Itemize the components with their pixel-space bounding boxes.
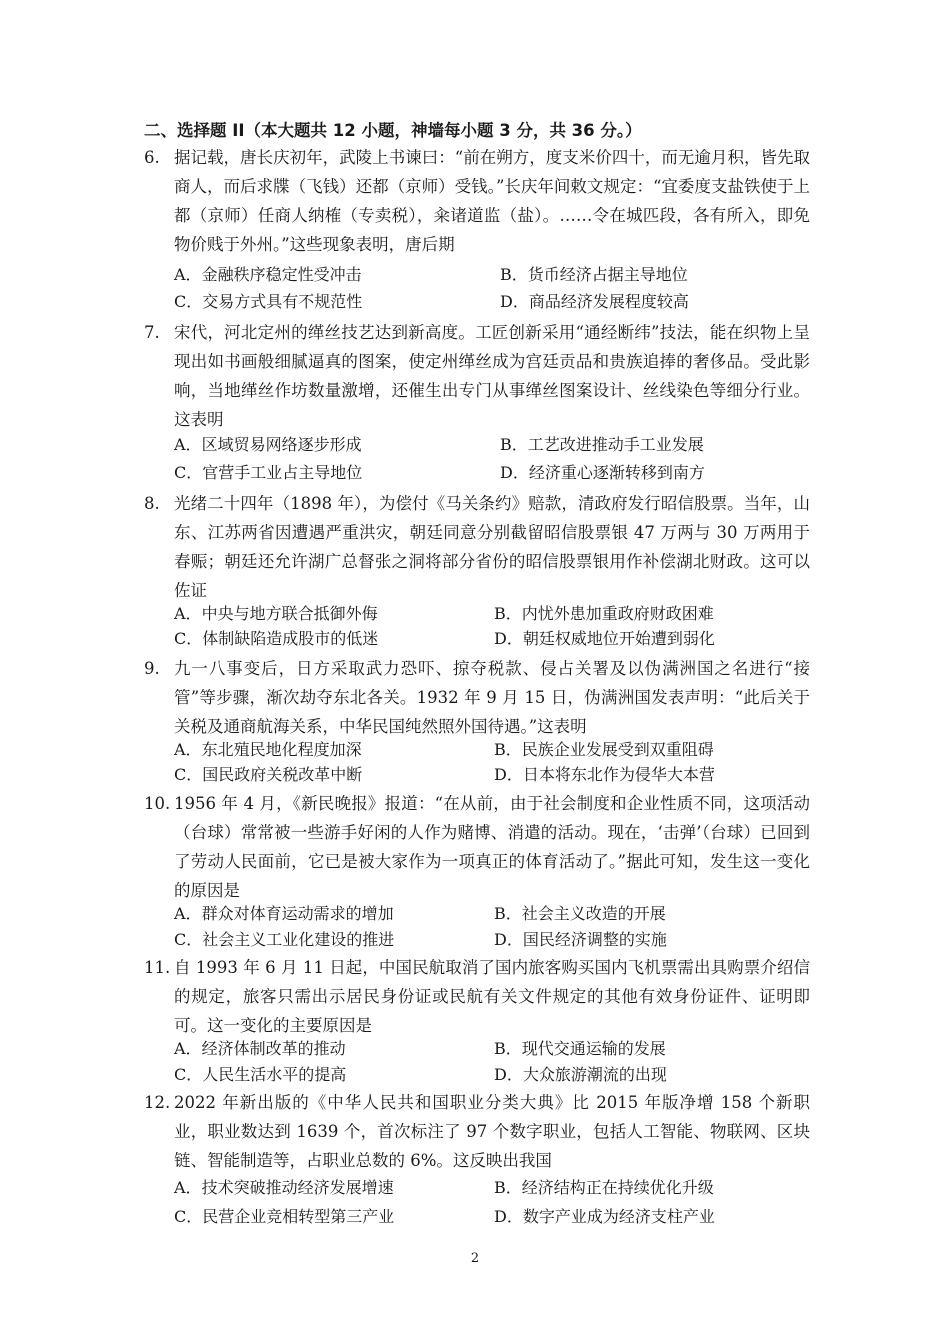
option-letter: A． (174, 435, 202, 454)
option-text: 交易方式具有不规范性 (202, 292, 363, 311)
question-6 (144, 143, 810, 318)
option-text: 民营企业竞相转型第三产业 (202, 1207, 395, 1226)
option-text: 数字产业成为经济支柱产业 (522, 1207, 715, 1226)
question-number: 11. (144, 958, 171, 977)
option-letter: A． (174, 604, 202, 623)
option-letter: B． (494, 1178, 522, 1197)
question-10 (144, 789, 810, 952)
question-stem: 自 1993 年 6 月 11 日起，中国民航取消了国内旅客购买国内飞机票需出具购票介绍信的规定，旅客只需出示居民身份证或民航有关文件规定的其他有效身份证件、证明即可。这一变化的主要原因是 (174, 958, 810, 1035)
section-title: 二、选择题 II（本大题共 12 小题，神墙每小题 3 分，共 36 分。） (144, 121, 642, 140)
question-stem: 宋代，河北定州的缂丝技艺达到新高度。工匠创新采用“通经断纬”技法，能在织物上呈现出如书画般细腻逼真的图案，使定州缂丝成为宫廷贡品和贵族追捧的奢侈品。受此影响，当地缂丝作坊数量激增，还催生出专门从事缂丝图案设计、丝线染色等细分行业。这表明 (174, 323, 810, 429)
option-c[interactable] (174, 763, 362, 787)
option-text: 经济重心逐渐转移到南方 (528, 463, 705, 482)
question-7 (144, 318, 810, 488)
option-text: 技术突破推动经济发展增速 (201, 1178, 394, 1197)
question-stem: 光绪二十四年（1898 年），为偿付《马关条约》赔款，清政府发行昭信股票。当年，山东、江苏两省因遭遇严重洪灾，朝廷同意分别截留昭信股票银 47 万两与 30 万两用于春赈；朝廷还允许湖广总督张之洞将部分省份的昭信股票银用作补偿湖北财政。这可以佐证 (174, 494, 810, 600)
option-text: 社会主义工业化建设的推进 (202, 930, 395, 949)
option-letter: C． (174, 629, 203, 648)
question-number: 6. (144, 148, 160, 167)
option-text: 现代交通运输的发展 (521, 1039, 666, 1058)
question-stem: 2022 年新出版的《中华人民共和国职业分类大典》比 2015 年版净增 158 个新职业，职业数达到 1639 个，首次标注了 97 个数字职业，包括人工智能、物联网、区块链、智能制造等，占职业总数的 6%。这反映出我国 (174, 1093, 810, 1170)
option-c[interactable] (174, 461, 362, 485)
option-text: 国民经济调整的实施 (522, 930, 667, 949)
option-c[interactable] (174, 627, 378, 651)
option-a[interactable] (174, 433, 362, 457)
option-d[interactable] (494, 763, 715, 787)
option-a[interactable] (174, 902, 394, 926)
question-9 (144, 654, 810, 788)
option-text: 体制缺陷造成股市的低迷 (202, 629, 379, 648)
option-letter: D． (494, 1065, 523, 1084)
option-letter: D． (500, 292, 529, 311)
option-text: 国民政府关税改革中断 (202, 765, 363, 784)
option-letter: B． (494, 604, 522, 623)
option-text: 商品经济发展程度较高 (528, 292, 689, 311)
option-text: 金融秩序稳定性受冲击 (201, 265, 362, 284)
option-b[interactable] (494, 902, 666, 926)
option-text: 货币经济占据主导地位 (527, 265, 688, 284)
option-d[interactable] (500, 461, 705, 485)
option-letter: A． (174, 1178, 202, 1197)
option-b[interactable] (494, 602, 714, 626)
question-11 (144, 953, 810, 1087)
option-letter: C． (174, 463, 203, 482)
option-letter: D． (500, 463, 529, 482)
option-text: 人民生活水平的提高 (202, 1065, 347, 1084)
option-c[interactable] (174, 1063, 346, 1087)
question-8 (144, 489, 810, 654)
option-text: 朝廷权威地位开始遭到弱化 (522, 629, 715, 648)
option-letter: B． (494, 740, 522, 759)
option-d[interactable] (494, 1205, 715, 1229)
question-number: 10. (144, 794, 171, 813)
option-text: 日本将东北作为侵华大本营 (522, 765, 715, 784)
option-c[interactable] (174, 290, 362, 314)
option-letter: B． (494, 904, 522, 923)
question-number: 9. (144, 659, 160, 678)
option-text: 工艺改进推动手工业发展 (527, 435, 704, 454)
option-text: 民族企业发展受到双重阻碍 (521, 740, 714, 759)
option-a[interactable] (174, 602, 378, 626)
question-number: 7. (144, 323, 160, 342)
option-a[interactable] (174, 738, 362, 762)
option-a[interactable] (174, 1176, 394, 1200)
question-stem: 据记载，唐长庆初年，武陵上书谏曰：“前在朔方，度支米价四十，而无逾月积，皆先取商人，而后求牒（飞钱）还都（京师）受钱。”长庆年间敕文规定：“宜委度支盐铁使于上都（京师）任商人纳榷（专卖税），籴诸道监（盐）。……令在城匹段，各有所入，即免物价贱于外州。”这些现象表明，唐后期 (174, 148, 810, 254)
option-letter: A． (174, 740, 202, 759)
option-letter: C． (174, 1207, 203, 1226)
question-stem: 1956 年 4 月，《新民晚报》报道：“在从前，由于社会制度和企业性质不同，这项活动（台球）常常被一些游手好闲的人作为赌博、消遣的活动。现在，‘击弹’（台球）已回到了劳动人民面前，它已是被大家作为一项真正的体育活动了。”据此可知，发生这一变化的原因是 (174, 794, 810, 900)
option-text: 经济体制改革的推动 (201, 1039, 346, 1058)
option-d[interactable] (500, 290, 689, 314)
option-letter: A． (174, 265, 202, 284)
option-text: 社会主义改造的开展 (521, 904, 666, 923)
question-12 (144, 1088, 810, 1233)
option-letter: C． (174, 292, 203, 311)
option-letter: D． (494, 765, 523, 784)
option-letter: B． (500, 265, 528, 284)
option-text: 区域贸易网络逐步形成 (201, 435, 362, 454)
option-letter: D． (494, 930, 523, 949)
option-d[interactable] (494, 1063, 667, 1087)
question-stem: 九一八事变后，日方采取武力恐吓、掠夺税款、侵占关署及以伪满洲国之名进行“接管”等步骤，渐次劫夺东北各关。1932 年 9 月 15 日，伪满洲国发表声明：“此后关于关税及通商航海关系，中华民国纯然照外国待遇。”这表明 (174, 659, 810, 736)
question-number: 8. (144, 494, 160, 513)
option-c[interactable] (174, 928, 394, 952)
question-number: 12. (144, 1093, 171, 1112)
option-text: 官营手工业占主导地位 (202, 463, 363, 482)
option-letter: C． (174, 1065, 203, 1084)
option-d[interactable] (494, 928, 667, 952)
option-text: 中央与地方联合抵御外侮 (201, 604, 378, 623)
option-letter: D． (494, 629, 523, 648)
option-a[interactable] (174, 1037, 346, 1061)
option-text: 经济结构正在持续优化升级 (521, 1178, 714, 1197)
option-text: 内忧外患加重政府财政困难 (521, 604, 714, 623)
option-a[interactable] (174, 263, 362, 287)
option-text: 群众对体育运动需求的增加 (201, 904, 394, 923)
option-c[interactable] (174, 1205, 394, 1229)
option-letter: C． (174, 765, 203, 784)
option-letter: D． (494, 1207, 523, 1226)
option-letter: A． (174, 904, 202, 923)
option-letter: A． (174, 1039, 202, 1058)
option-letter: B． (494, 1039, 522, 1058)
option-d[interactable] (494, 627, 715, 651)
option-letter: B． (500, 435, 528, 454)
option-b[interactable] (494, 1037, 666, 1061)
page-number: 2 (470, 1251, 480, 1266)
option-b[interactable] (500, 263, 688, 287)
option-b[interactable] (494, 1176, 714, 1200)
option-text: 大众旅游潮流的出现 (522, 1065, 667, 1084)
option-b[interactable] (494, 738, 714, 762)
option-letter: C． (174, 930, 203, 949)
option-b[interactable] (500, 433, 704, 457)
option-text: 东北殖民地化程度加深 (201, 740, 362, 759)
